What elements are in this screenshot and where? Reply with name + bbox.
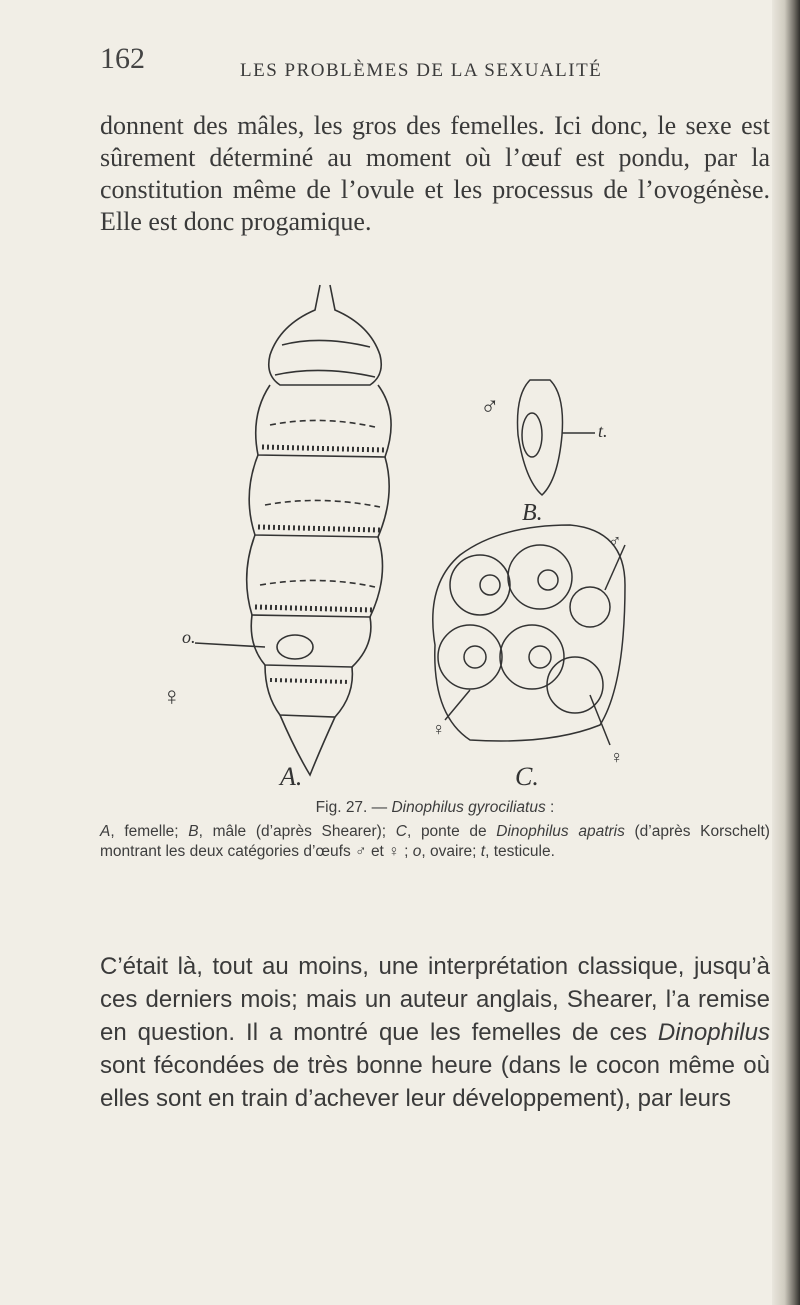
caption-text: , femelle; xyxy=(110,823,189,840)
caption-text: (d’après Korschelt) montrant les deux catégories d’œufs ♂ et ♀ ; xyxy=(100,823,770,860)
caption-text: , ponte de xyxy=(406,823,497,840)
caption-body xyxy=(100,822,770,862)
page-number: 162 xyxy=(100,42,145,75)
caption-fig-number: Fig. 27. — xyxy=(315,799,392,816)
paragraph-bottom-species: Dinophilus xyxy=(657,1019,770,1046)
label-female-sign-c-right: ♀ xyxy=(610,747,624,767)
label-a: A. xyxy=(280,762,303,791)
paragraph-bottom xyxy=(100,950,770,1115)
figure-27-illustration xyxy=(162,285,690,791)
running-title: LES PROBLÈMES DE LA SEXUALITÉ xyxy=(240,60,603,81)
paragraph-bottom-text-end: sont fécondées de très bonne heure (dans le cocon même où elles sont en train d’achever leur développement), par leurs xyxy=(100,1052,770,1112)
page-header xyxy=(100,42,740,92)
label-female-sign-a: ♀ xyxy=(162,682,182,711)
paragraph-bottom-text: C’était là, tout au moins, une interprétation classique, jusqu’à ces derniers mois; mais un auteur anglais, Shearer, l’a remise en question. Il a montré que les femelles de ces xyxy=(100,953,770,1046)
caption-testis-key: t xyxy=(480,843,486,860)
label-male-sign-b: ♂ xyxy=(480,392,500,421)
label-b: B. xyxy=(522,500,543,526)
label-ovary: o. xyxy=(182,627,196,647)
paragraph-top: donnent des mâles, les gros des femelles. Ici donc, le sexe est sûrement déterminé au moment où l’œuf est pondu, par la constitution même de l’ovule et les processus de l’ovogénèse. Elle est donc progamique. xyxy=(100,111,770,236)
caption-text: , testicule. xyxy=(485,843,555,860)
caption-text: , mâle (d’après Shearer); xyxy=(198,823,396,840)
label-male-sign-c: ♂ xyxy=(608,531,622,551)
caption-title-suffix: : xyxy=(545,799,555,816)
caption-species: Dinophilus gyrociliatus xyxy=(391,799,546,816)
page-edge-shadow xyxy=(772,0,800,1305)
label-female-sign-c-left: ♀ xyxy=(432,719,446,739)
label-c: C. xyxy=(515,762,539,791)
caption-part-b: B xyxy=(188,823,199,840)
egg-cocoon-drawing xyxy=(433,525,625,745)
label-testis: t. xyxy=(598,421,608,441)
caption-ovary-key: o xyxy=(412,843,422,860)
caption-text: , ovaire; xyxy=(421,843,481,860)
male-dinophilus-drawing xyxy=(518,380,596,495)
caption-part-c: C xyxy=(395,823,407,840)
caption-part-a: A xyxy=(100,823,111,840)
caption-title xyxy=(100,798,770,818)
female-dinophilus-drawing xyxy=(195,285,391,775)
caption-species-2: Dinophilus apatris xyxy=(496,823,625,840)
figure-caption xyxy=(100,798,770,862)
